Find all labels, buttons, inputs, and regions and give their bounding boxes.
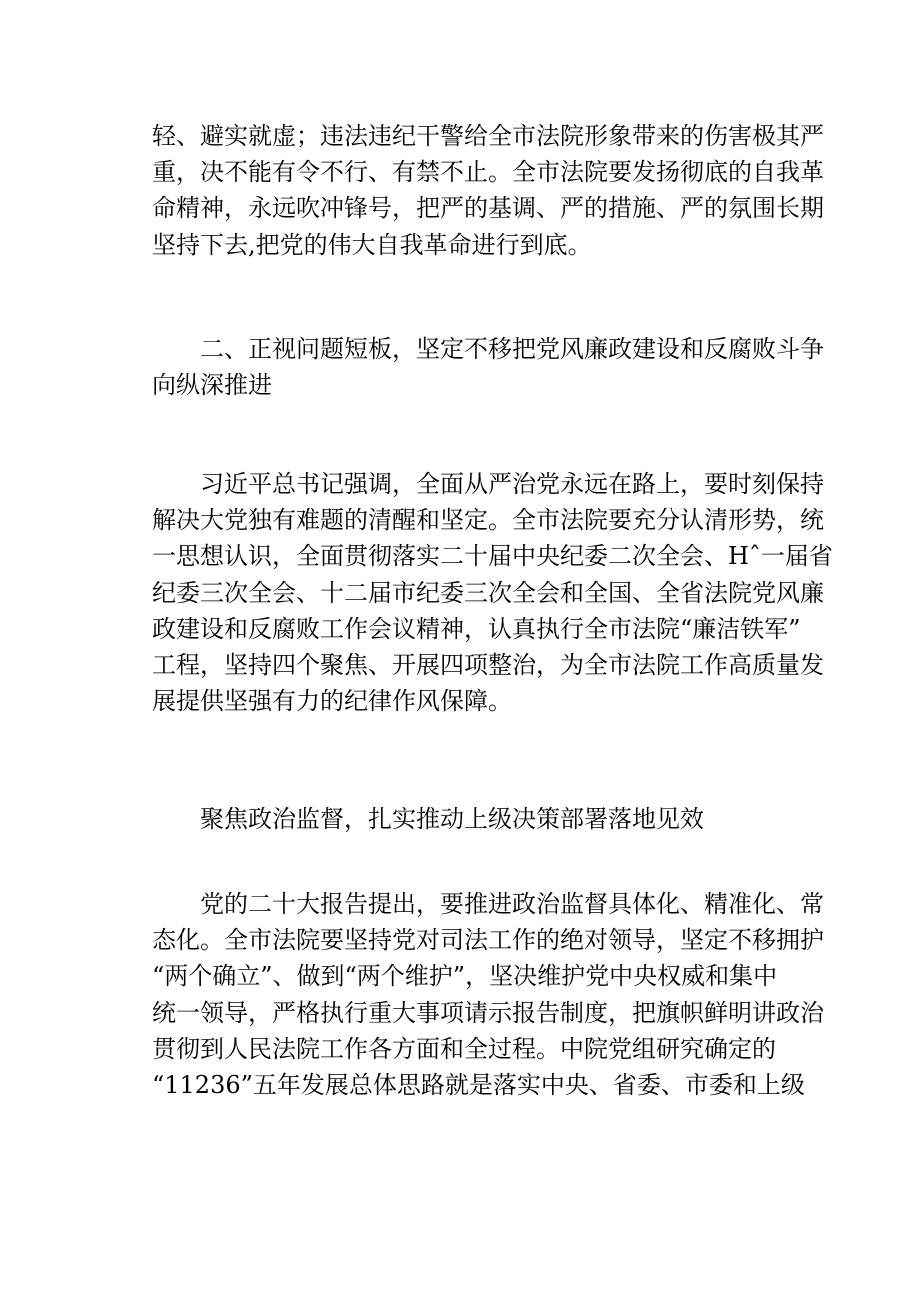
text-line: 向纵深推进	[152, 371, 272, 400]
text-line: 坚持下去,把党的伟大自我革命进行到底。	[152, 230, 592, 259]
text-line: 统一领导，严格执行重大事项请示报告制度，把旗帜鲜明讲政治	[152, 998, 824, 1027]
paragraph-xi-emphasis	[152, 466, 833, 719]
subheading-political-supervision	[152, 801, 774, 837]
text-line: “两个确立”、做到“两个维护”，坚决维护党中央权威和集中	[152, 962, 778, 991]
text-line: 一思想认识，全面贯彻落实二十届中央纪委二次全会、Hˆ一届省	[152, 542, 833, 571]
paragraph-continuation	[152, 118, 824, 263]
text-line: 解决大党独有难题的清醒和坚定。全市法院要充分认清形势，统	[152, 506, 824, 535]
text-line: 纪委三次全会、十二届市纪委三次全会和全国、全省法院党风廉	[152, 578, 824, 607]
text-line: “11236”五年发展总体思路就是落实中央、省委、市委和上级	[152, 1070, 805, 1099]
text-line: 轻、避实就虚；违法违纪干警给全市法院形象带来的伤害极其严	[152, 122, 824, 150]
paragraph-twentieth-congress	[152, 886, 824, 1103]
text-line: 工程，坚持四个聚焦、开展四项整治，为全市法院工作高质量发	[152, 650, 824, 679]
section-heading-two	[152, 331, 824, 403]
text-line: 重，决不能有令不行、有禁不止。全市法院要发扬彻底的自我革	[152, 158, 824, 187]
text-line: 命精神，永远吹冲锋号，把严的基调、严的措施、严的氛围长期	[152, 194, 824, 223]
text-line: 聚焦政治监督，扎实推动上级决策部署落地见效	[200, 805, 704, 833]
text-line: 党的二十大报告提出，要推进政治监督具体化、精准化、常	[200, 890, 824, 918]
text-line: 态化。全市法院要坚持党对司法工作的绝对领导，坚定不移拥护	[152, 926, 824, 955]
text-line: 展提供坚强有力的纪律作风保障。	[152, 687, 512, 716]
text-line: 二、正视问题短板，坚定不移把党风廉政建设和反腐败斗争	[200, 335, 824, 363]
text-line: 习近平总书记强调，全面从严治党永远在路上，要时刻保持	[200, 470, 824, 498]
text-line: 政建设和反腐败工作会议精神，认真执行全市法院“廉洁铁军”	[152, 614, 801, 643]
text-line: 贯彻到人民法院工作各方面和全过程。中院党组研究确定的	[152, 1034, 776, 1063]
